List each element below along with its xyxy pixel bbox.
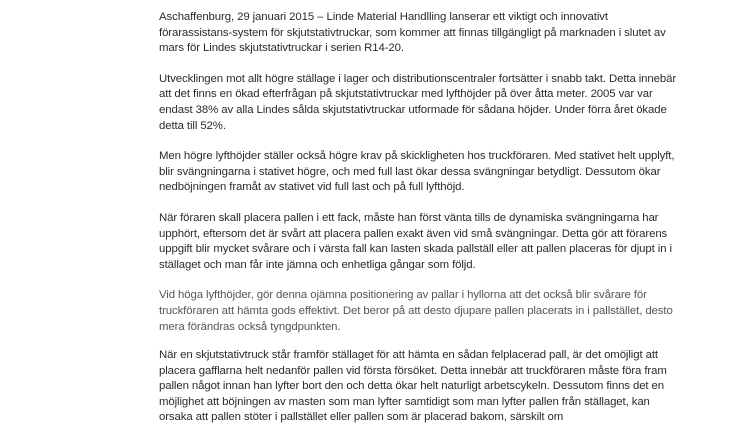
article-paragraph-placement: När föraren skall placera pallen i ett fack, måste han först vänta tills de dynamiska svängningarna har upphört, eftersom det är svårt att placera pallen exakt även vid små svängningar. Detta gör att förarens uppgift blir mycket svårare och i värsta fall kan lasten skada pallställ eller att pallen placeras för djupt in i ställaget och man får inte jämna och enhetliga gångar som följd. [159, 211, 672, 271]
article-body [159, 10, 679, 441]
article-paragraph-lift-heights: Men högre lyfthöjder ställer också högre krav på skickligheten hos truckföraren. Med stativet helt upplyft, blir svängningarna i stativet högre, och med full last ökar dessa svängningar betydligt. Dessutom ökar nedböjningen framåt av stativet vid full last och på full lyfthöjd. [159, 150, 675, 194]
article-paragraph-retrieval: När en skjutstativtruck står framför ställaget för att hämta en sådan felplacerad pall, är det omöjligt att placera gafflarna helt nedanför pallen vid första försöket. Detta innebär att truckföraren måste föra fram pallen något innan han lyfter bort den och detta ökar helt naturligt arbetscykeln. Dessutom finns det en möjlighet att böjningen av masten som man lyfter samtidigt som man lyfter pallen från ställaget, kan orsaka att pallen stöter i pallstället eller pallen som är placerad bakom, särskilt om [159, 349, 667, 424]
article-paragraph-development: Utvecklingen mot allt högre ställage i lager och distributionscentraler fortsätter i snabb takt. Detta innebär att det finns en ökad efterfrågan på skjutstativtruckar med lyfthöjder på över åtta meter. 2005 var var endast 38% av alla Lindes sålda skjutstativtruckar utformade för sådana höjder. Under förra året ökade detta till 52%. [159, 72, 677, 132]
article-paragraph-intro: Aschaffenburg, 29 januari 2015 – Linde Material Handlling lanserar ett viktigt och innovativt förarassistans-system för skjutstativtruckar, som kommer att finnas tillgängligt på marknaden i slutet av mars för Lindes skjutstativtruckar i serien R14-20. [159, 11, 666, 55]
article-paragraph-positioning: Vid höga lyfthöjder, gör denna ojämna positionering av pallar i hyllorna att det också blir svårare för truckföraren att hämta gods effektivt. Det beror på att desto djupare pallen placerats in i pallstället, desto mera förändras också tyngdpunkten. [159, 289, 673, 333]
